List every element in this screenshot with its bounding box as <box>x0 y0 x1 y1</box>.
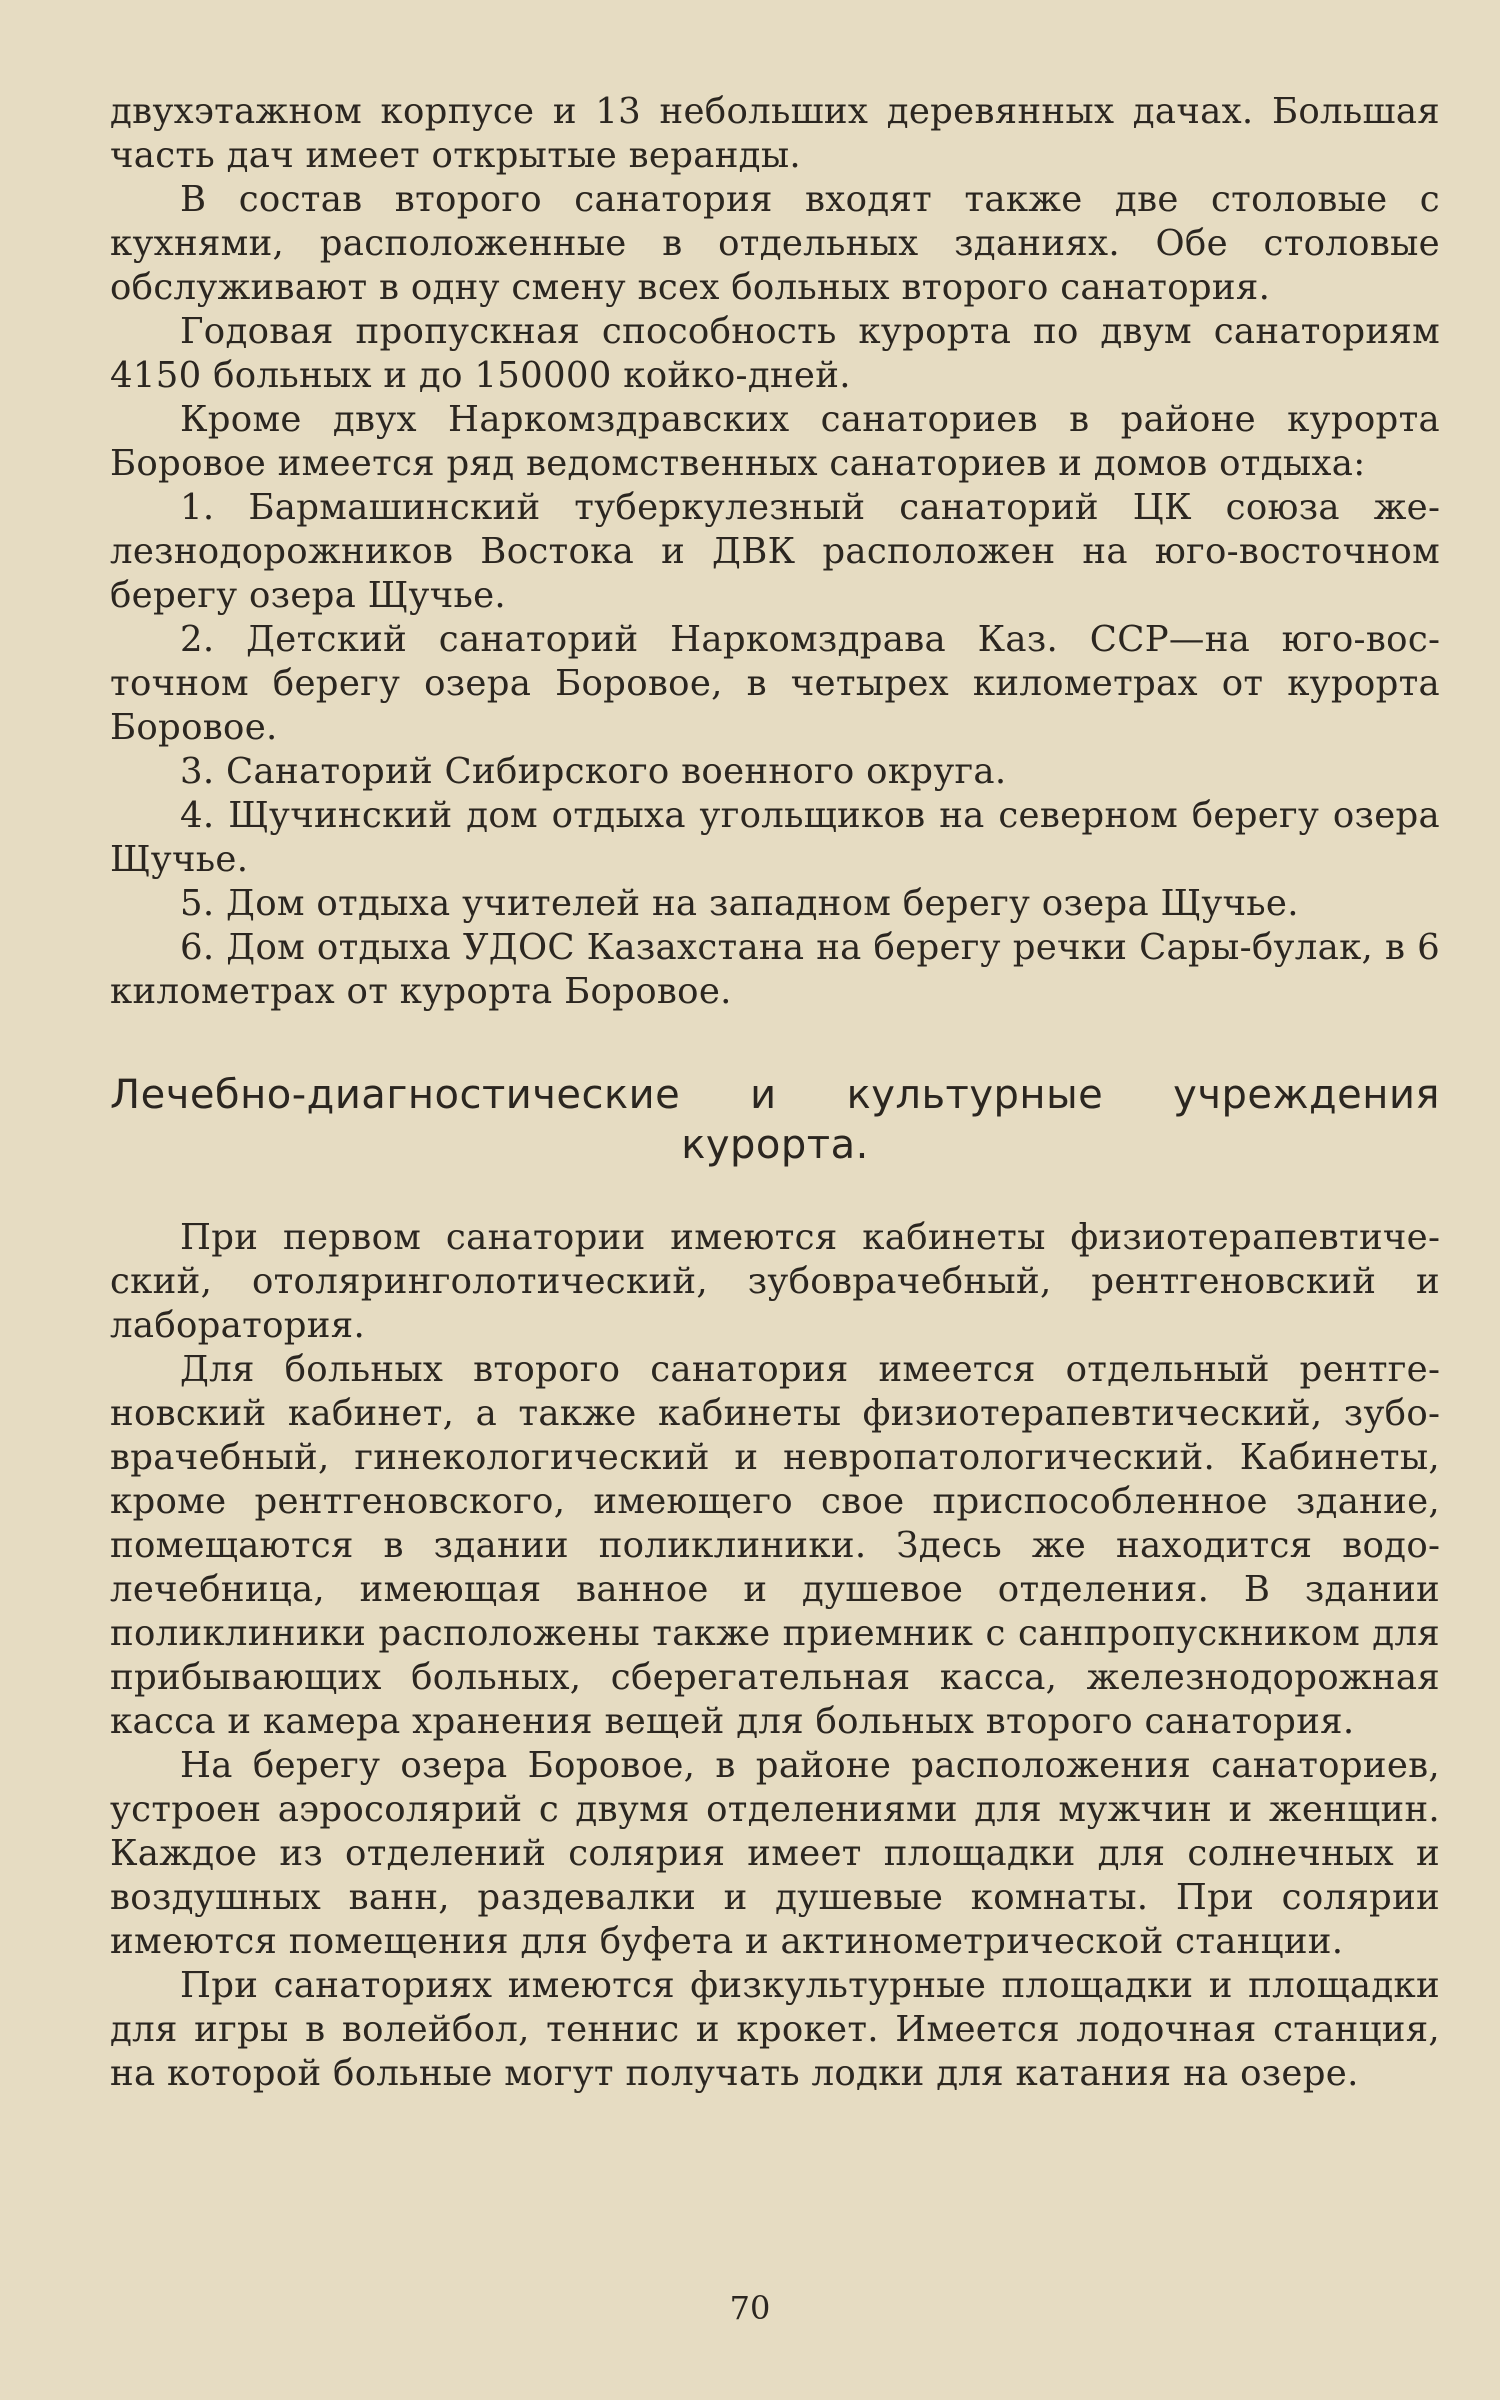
paragraph: При санаториях имеются физкультурные площадки и площадки для игры в волейбол, теннис и крокет. Имеется лодочная станция, на которой больные могут получать лодки для катания на озере. <box>110 1965 1440 2094</box>
list-item: 3. Санаторий Сибирского военного округа. <box>180 751 1007 792</box>
list-item: 2. Детский санаторий Наркомздрава Каз. ССР—на юго-восточном берегу озера Боровое, в четырех километрах от курорта Боровое. <box>110 619 1440 748</box>
list-item: 4. Щучинский дом отдыха угольщиков на северном берегу озера Щучье. <box>110 795 1440 880</box>
paragraph: На берегу озера Боровое, в районе расположения санаториев, устроен аэросолярий с двумя отделениями для мужчин и женщин. Каждое из отделений солярия имеет площадки для солнечных и воздушных ванн, раздевалки и душевые комнаты. При солярии имеются помещения для буфета и актинометрической станции. <box>110 1745 1440 1962</box>
paragraph: В состав второго санатория входят также две столовые с кухнями, расположенные в отдельных зданиях. Обе столовые обслуживают в одну смену всех больных второго санатория. <box>110 179 1440 308</box>
list-item: 6. Дом отдыха УДОС Казахстана на берегу речки Сары-булак, в 6 километрах от курорта Боровое. <box>110 927 1440 1012</box>
list-item: 5. Дом отдыха учителей на западном берегу озера Щучье. <box>180 883 1299 924</box>
paragraph: Годовая пропускная способность курорта по двум санаториям 4150 больных и до 150000 койко-дней. <box>110 311 1440 396</box>
text-block-bottom <box>110 1216 1440 2096</box>
paragraph: При первом санатории имеются кабинеты физиотерапевтический, отоляринголотический, зубоврачебный, рентгеновский и лаборатория. <box>110 1217 1440 1346</box>
section-title <box>110 1070 1440 1170</box>
list-item: 1. Бармашинский туберкулезный санаторий ЦК союза железнодорожников Востока и ДВК расположен на юго-восточном берегу озера Щучье. <box>110 487 1440 616</box>
paragraph: Кроме двух Наркомздравских санаториев в районе курорта Боровое имеется ряд ведомственных санаториев и домов отдыха: <box>110 399 1440 484</box>
section-title-line2: курорта. <box>681 1122 869 1168</box>
text-block-top <box>110 90 1440 1014</box>
paragraph: Для больных второго санатория имеется отдельный рентгеновский кабинет, а также кабинеты физиотерапевтический, зубоврачебный, гинекологический и невропатологический. Кабинеты, кроме рентгеновского, имеющего свое приспособленное здание, помещаются в здании поликлиники. Здесь же находится водолечебница, имеющая ванное и душевое отделения. В здании поликлиники расположены также приемник с санпропускником для прибывающих больных, сберегательная касса, железнодорожная касса и камера хранения вещей для больных второго санатория. <box>110 1349 1440 1742</box>
page-number: 70 <box>729 2289 771 2327</box>
section-title-line1: Лечебно-диагностические и культурные учреждения <box>110 1072 1440 1118</box>
paragraph: двухэтажном корпусе и 13 небольших деревянных дачах. Большая часть дач имеет открытые веранды. <box>110 91 1440 176</box>
